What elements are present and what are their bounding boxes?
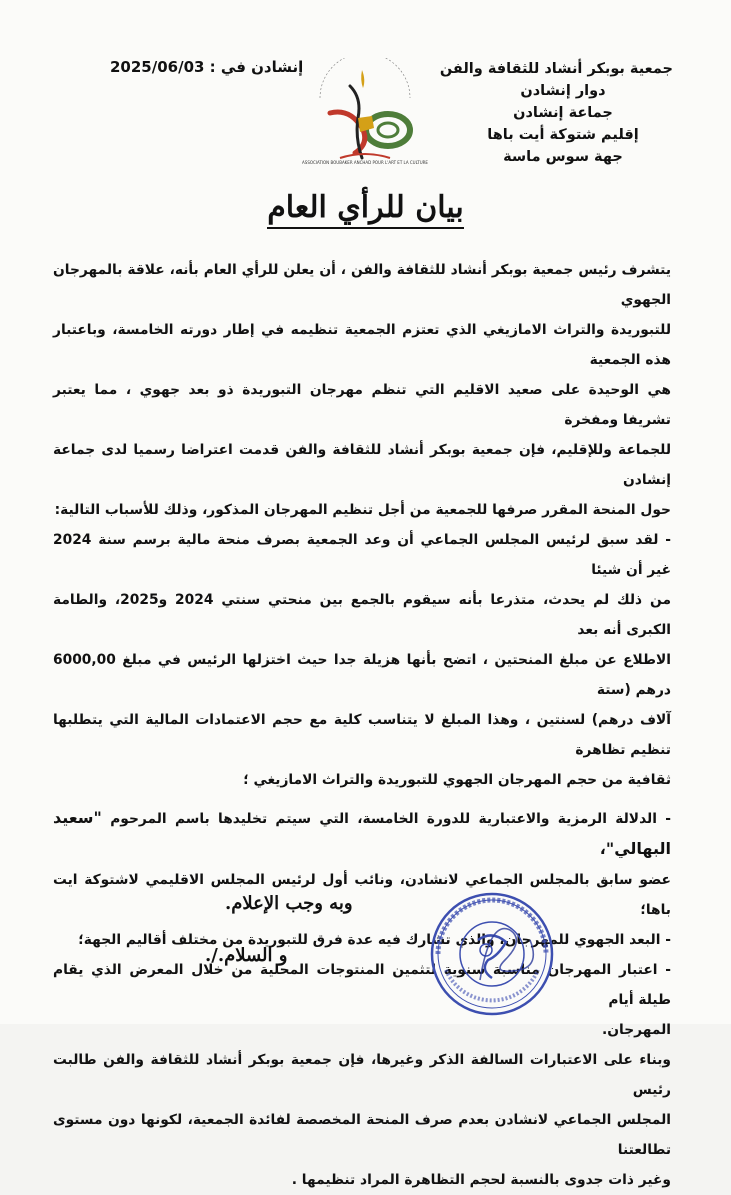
closing-announcement: وبه وجب الإعلام. xyxy=(225,893,353,914)
signature-icon xyxy=(470,900,550,1000)
reason-2-line xyxy=(53,803,671,865)
intro-line: هي الوحيدة على صعيد الاقليم التي تنظم مهرجان التبوريدة ذو بعد جهوي ، مما يعتبر تشريفا ومفخرة xyxy=(53,382,671,428)
conclusion-line: وغير ذات جدوى بالنسبة لحجم التظاهرة المراد تنظيمها . xyxy=(291,1172,671,1188)
closing-salutation: و السلام./. xyxy=(205,945,288,966)
reason-1-line: آلاف درهم) لسنتين ، وهذا المبلغ لا يتناسب كلية مع حجم الاعتمادات المالية التي يتطلبها تنظيم تظاهرة xyxy=(53,712,671,758)
document-date xyxy=(110,58,303,76)
reason-3-line: - البعد الجهوي للمهرجان، والذي تشارك فيه عدة فرق للتبوريدة من مختلف أقاليم الجهة؛ xyxy=(78,932,671,948)
intro-line: للجماعة وللإقليم، فإن جمعية بوبكر أنشاد للثقافة والفن قدمت اعتراضا رسميا لدى جماعة إنشادن xyxy=(53,442,671,488)
reason-4-line: المهرجان. xyxy=(602,1022,671,1038)
reason-1-line: - لقد سبق لرئيس المجلس الجماعي أن وعد الجمعية بصرف منحة مالية برسم سنة 2024 غير أن شيئا xyxy=(53,532,671,578)
logo-caption: ASSOCIATION BOUBAKER ANCHAD POUR L'ART ET LA CULTURE xyxy=(302,160,428,165)
org-line-douar: دوار إنشادن xyxy=(520,83,606,99)
reason-1-line: ثقافية من حجم المهرجان الجهوي للتبوريدة والتراث الامازيغي ؛ xyxy=(243,772,671,788)
statement-body xyxy=(53,255,671,1195)
org-line-name: جمعية بوبكر أنشاد للثقافة والفن xyxy=(439,61,673,77)
document-title xyxy=(0,190,731,225)
title-text: بيان للرأي العام xyxy=(267,190,464,229)
reason-4-line: - اعتبار المهرجان مناسبة سنوية لتثمين المنتوجات المحلية من خلال المعرض الذي يقام طيلة أيام xyxy=(53,962,671,1008)
conclusion-line: المجلس الجماعي لانشادن بعدم صرف المنحة المخصصة لفائدة الجمعية، لكونها دون مستوى تطالعتنا xyxy=(53,1112,671,1158)
reason-2-line: عضو سابق بالمجلس الجماعي لانشادن، ونائب أول لرئيس المجلس الاقليمي لاشتوكة ايت باها؛ xyxy=(53,872,671,918)
org-line-region: جهة سوس ماسة xyxy=(503,149,623,165)
org-line-province: إقليم شتوكة أيت باها xyxy=(487,127,639,143)
conclusion-line: وبناء على الاعتبارات السالفة الذكر وغيرها، فإن جمعية بوبكر أنشاد للثقافة والفن طالبت رئيس xyxy=(53,1052,671,1098)
organization-header xyxy=(439,58,673,168)
intro-line: حول المنحة المقرر صرفها للجمعية من أجل تنظيم المهرجان المذكور، وذلك للأسباب التالية: xyxy=(54,502,671,518)
intro-line: يتشرف رئيس جمعية بوبكر أنشاد للثقافة والفن ، أن يعلن للرأي العام بأنه، علاقة بالمهرجان الجهوي xyxy=(53,262,671,308)
intro-line: للتبوريدة والتراث الامازيغي الذي تعتزم الجمعية تنظيمه في إطار دورته الخامسة، وباعتبار هذه الجمعية xyxy=(53,322,671,368)
reason-2-prefix: - الدلالة الرمزية والاعتبارية للدورة الخامسة، التي سيتم تخليدها باسم المرحوم xyxy=(101,811,671,827)
date-label: إنشادن في : xyxy=(204,58,304,76)
honoree-name: "سعيد البهالي"، xyxy=(53,808,671,858)
date-value: 2025/06/03 xyxy=(110,58,205,76)
reason-1-line: الاطلاع عن مبلغ المنحتين ، اتضح بأنها هزيلة جدا حيث اختزلها الرئيس في مبلغ 6000,00 درهم (ستة xyxy=(53,652,671,698)
org-line-commune: جماعة إنشادن xyxy=(513,105,613,121)
reason-1-line: من ذلك لم يحدث، متذرعا بأنه سيقوم بالجمع بين منحتي سنتي 2024 و2025، والطامة الكبرى أنه بعد xyxy=(53,592,671,638)
